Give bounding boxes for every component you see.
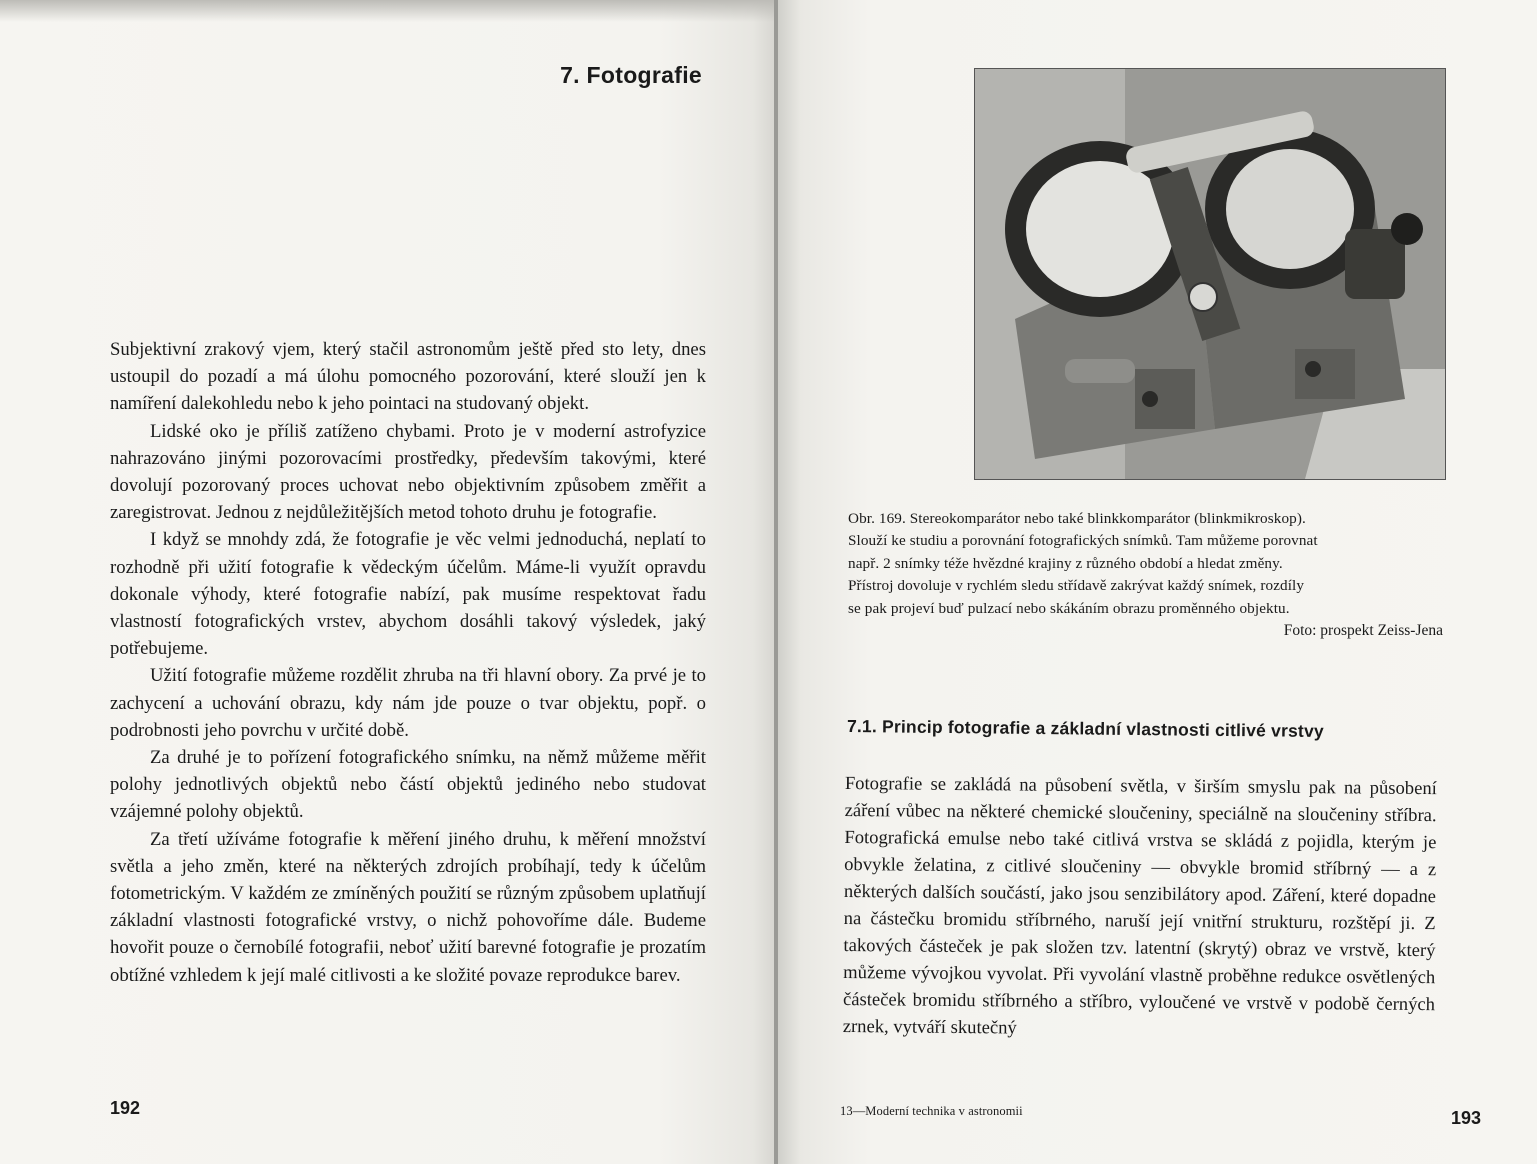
page-shadow	[0, 0, 776, 22]
paragraph: Užití fotografie můžeme rozdělit zhruba na tři hlavní obory. Za prvé je to zachycení a uchování obrazu, kdy nám jde pouze o tvar objektu, popř. o podrobnosti jeho povrchu v určité době.	[110, 665, 706, 741]
page-number: 193	[1450, 1108, 1481, 1128]
page-number: 192	[110, 1098, 141, 1118]
chapter-title: 7. Fotografie	[560, 62, 702, 88]
stereocomparator-photo	[974, 68, 1446, 480]
photo-credit: Foto: prospekt Zeiss-Jena	[1283, 622, 1443, 639]
caption-line: např. 2 snímky téže hvězdné krajiny z různého období a hledat změny.	[848, 554, 1283, 572]
paragraph: Subjektivní zrakový vjem, který stačil astronomům ještě před sto lety, dnes ustoupil do pozadí a má úlohu pomocného pozorování, které slouží jen k namíření dalekohledu nebo k jeho pointaci na studovaný objekt.	[110, 339, 706, 415]
figure-caption	[848, 508, 1444, 620]
paragraph: I když se mnohdy zdá, že fotografie je věc velmi jednoduchá, neplatí to rozhodně při užití fotografie k vědeckým účelům. Máme-li využít opravdu dokonale výhody, které fotografie nabízí, pak musíme respektovat řadu vlastností fotografických vrstev, abychom dosáhli takový výsledek, jaký potřebujeme.	[110, 529, 706, 660]
right-page	[778, 0, 1537, 1164]
paragraph: Za třetí užíváme fotografie k měření jiného druhu, k měření množství světla a jeho změn, které na některých zdrojích probíhají, tedy k účelům fotometrickým. V každém ze zmíněných použití se různým způsobem uplatňují základní vlastnosti fotografické vrstvy, o nichž pohovoříme dále. Budeme hovořit pouze o černobílé fotografii, neboť užití barevné fotografie je prozatím obtížné vzhledem k její malé citlivosti a ke složité povaze reprodukce barev.	[110, 828, 706, 986]
footer-note: 13—Moderní technika v astronomii	[840, 1104, 1023, 1118]
caption-line: Slouží ke studiu a porovnání fotografických snímků. Tam můžeme porovnat	[848, 532, 1318, 550]
right-body-text	[843, 770, 1437, 1045]
section-heading: 7.1. Princip fotografie a základní vlastnosti citlivé vrstvy	[846, 716, 1324, 741]
paragraph: Za druhé je to pořízení fotografického snímku, na němž můžeme měřit polohy jednotlivých objektů nebo částí objektů jediného nebo studovat vzájemné polohy objektů.	[110, 747, 706, 823]
left-body-text	[110, 336, 706, 989]
paragraph: Lidské oko je příliš zatíženo chybami. Proto je v moderní astrofyzice nahrazováno jinými pozorovacími prostředky, především takovými, které dovolují pozorovaný proces uchovat nebo objektivním způsobem změřit a zaregistrovat. Jednou z nejdůležitějších metod tohoto druhu je fotografie.	[110, 420, 706, 524]
caption-line: Přístroj dovoluje v rychlém sledu střídavě zakrývat každý snímek, rozdíly	[848, 577, 1305, 595]
caption-line: Obr. 169. Stereokomparátor nebo také blinkkomparátor (blinkmikroskop).	[848, 510, 1306, 527]
paragraph: Fotografie se zakládá na působení světla, v širším smyslu pak na působení záření vůbec na některé chemické sloučeniny, speciálně na sloučeniny stříbra. Fotografická emulse nebo také citlivá vrstva se skládá z pojidla, kterým je obvykle želatina, z citlivé sloučeniny — obvykle bromid stříbrný — a z některých dalších součástí, jako jsou senzibilátory apod. Záření, které dopadne na částečku bromidu stříbrného, naruší její vnitřní strukturu, rozštěpí ji. Z takových částeček je pak složen tzv. latentní (skrytý) obraz ve vrstvě, který můžeme vývojkou vyvolat. Při vyvolání vlastně proběhne redukce osvětlených částeček bromidu stříbrného a stříbro, vyloučené ve vrstvě v podobě černých zrnek, vytváří skutečný	[842, 772, 1437, 1039]
caption-line: se pak projeví buď pulzací nebo skákáním obrazu proměnného objektu.	[848, 599, 1290, 617]
